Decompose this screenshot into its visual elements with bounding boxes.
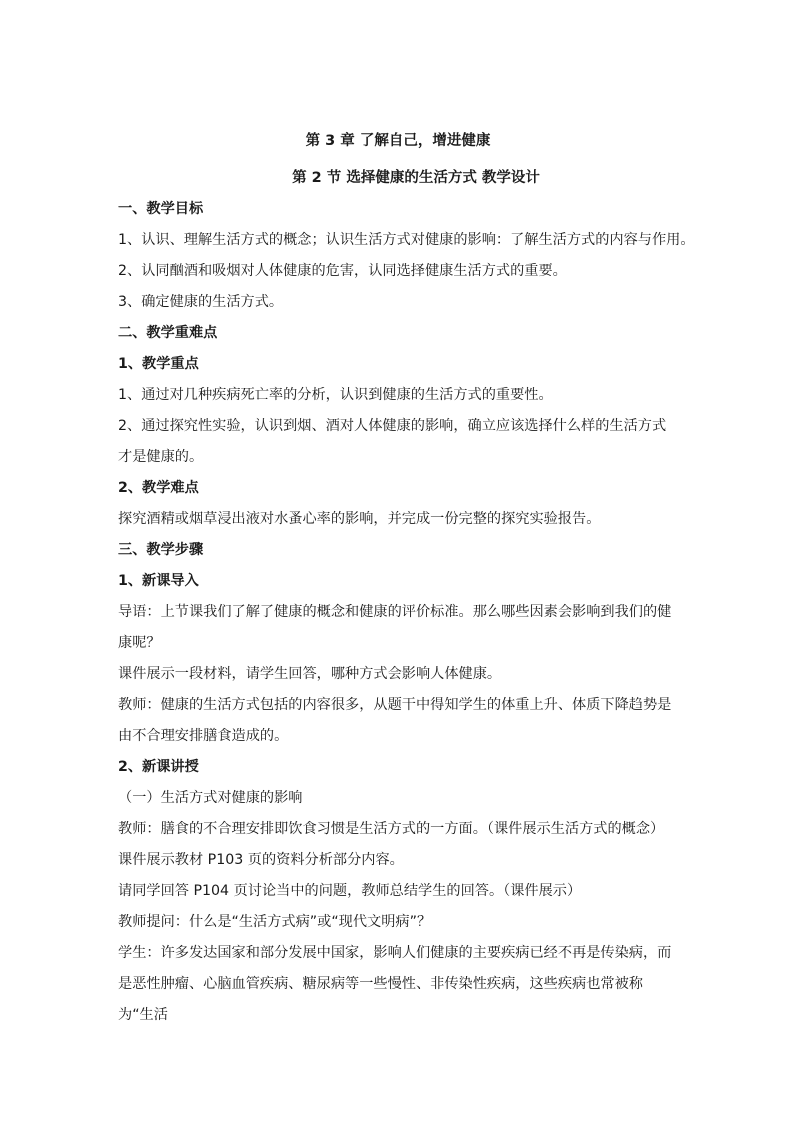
lesson-paragraph: 课件展示教材 P103 页的资料分析部分内容。 (118, 852, 404, 868)
chapter-title: 第 3 章 了解自己，增进健康 (305, 133, 491, 149)
lesson-paragraph: 教师：膳食的不合理安排即饮食习惯是生活方式的一方面。（课件展示生活方式的概念） (118, 821, 665, 837)
section-title: 第 2 节 选择健康的生活方式 教学设计 (292, 170, 540, 186)
intro-paragraph: 导语：上节课我们了解了健康的概念和健康的评价标准。那么哪些因素会影响到我们的健康呢？ (118, 604, 672, 651)
part-heading: （一）生活方式对健康的影响 (118, 790, 303, 806)
document-body (118, 126, 695, 1031)
intro-paragraph: 课件展示一段材料，请学生回答，哪种方式会影响人体健康。 (118, 666, 502, 682)
lesson-paragraph: 学生：许多发达国家和部分发展中国家，影响人们健康的主要疾病已经不再是传染病，而是恶性肿瘤、心脑血管疾病、糖尿病等一些慢性、非传染性疾病，这些疾病也常被称为“生活 (118, 945, 672, 1023)
key-point-item: 1、通过对几种疾病死亡率的分析，认识到健康的生活方式的重要性。 (118, 387, 553, 403)
lesson-paragraph: 请同学回答 P104 页讨论当中的问题，教师总结学生的回答。（课件展示） (118, 883, 582, 899)
key-point-item: 2、通过探究性实验，认识到烟、酒对人体健康的影响，确立应该选择什么样的生活方式才是健康的。 (118, 418, 667, 465)
goal-item: 1、认识、理解生活方式的概念；认识生活方式对健康的影响：了解生活方式的内容与作用。 (118, 232, 695, 248)
subheading-difficult-points: 2、教学难点 (118, 480, 199, 496)
lesson-paragraph: 教师提问：什么是“生活方式病”或“现代文明病”？ (118, 914, 432, 930)
heading-teaching-steps: 三、教学步骤 (118, 542, 204, 558)
intro-paragraph: 教师：健康的生活方式包括的内容很多，从题干中得知学生的体重上升、体质下降趋势是由不合理安排膳食造成的。 (118, 697, 672, 744)
difficult-point-text: 探究酒精或烟草浸出液对水蚤心率的影响，并完成一份完整的探究实验报告。 (118, 511, 601, 527)
subheading-lesson-intro: 1、新课导入 (118, 573, 199, 589)
subheading-key-points: 1、教学重点 (118, 356, 199, 372)
goal-item: 2、认同酗酒和吸烟对人体健康的危害，认同选择健康生活方式的重要。 (118, 263, 567, 279)
heading-teaching-goals: 一、教学目标 (118, 201, 204, 217)
heading-key-difficult-points: 二、教学重难点 (118, 325, 218, 341)
subheading-new-lesson: 2、新课讲授 (118, 759, 199, 775)
goal-item: 3、确定健康的生活方式。 (118, 294, 284, 310)
